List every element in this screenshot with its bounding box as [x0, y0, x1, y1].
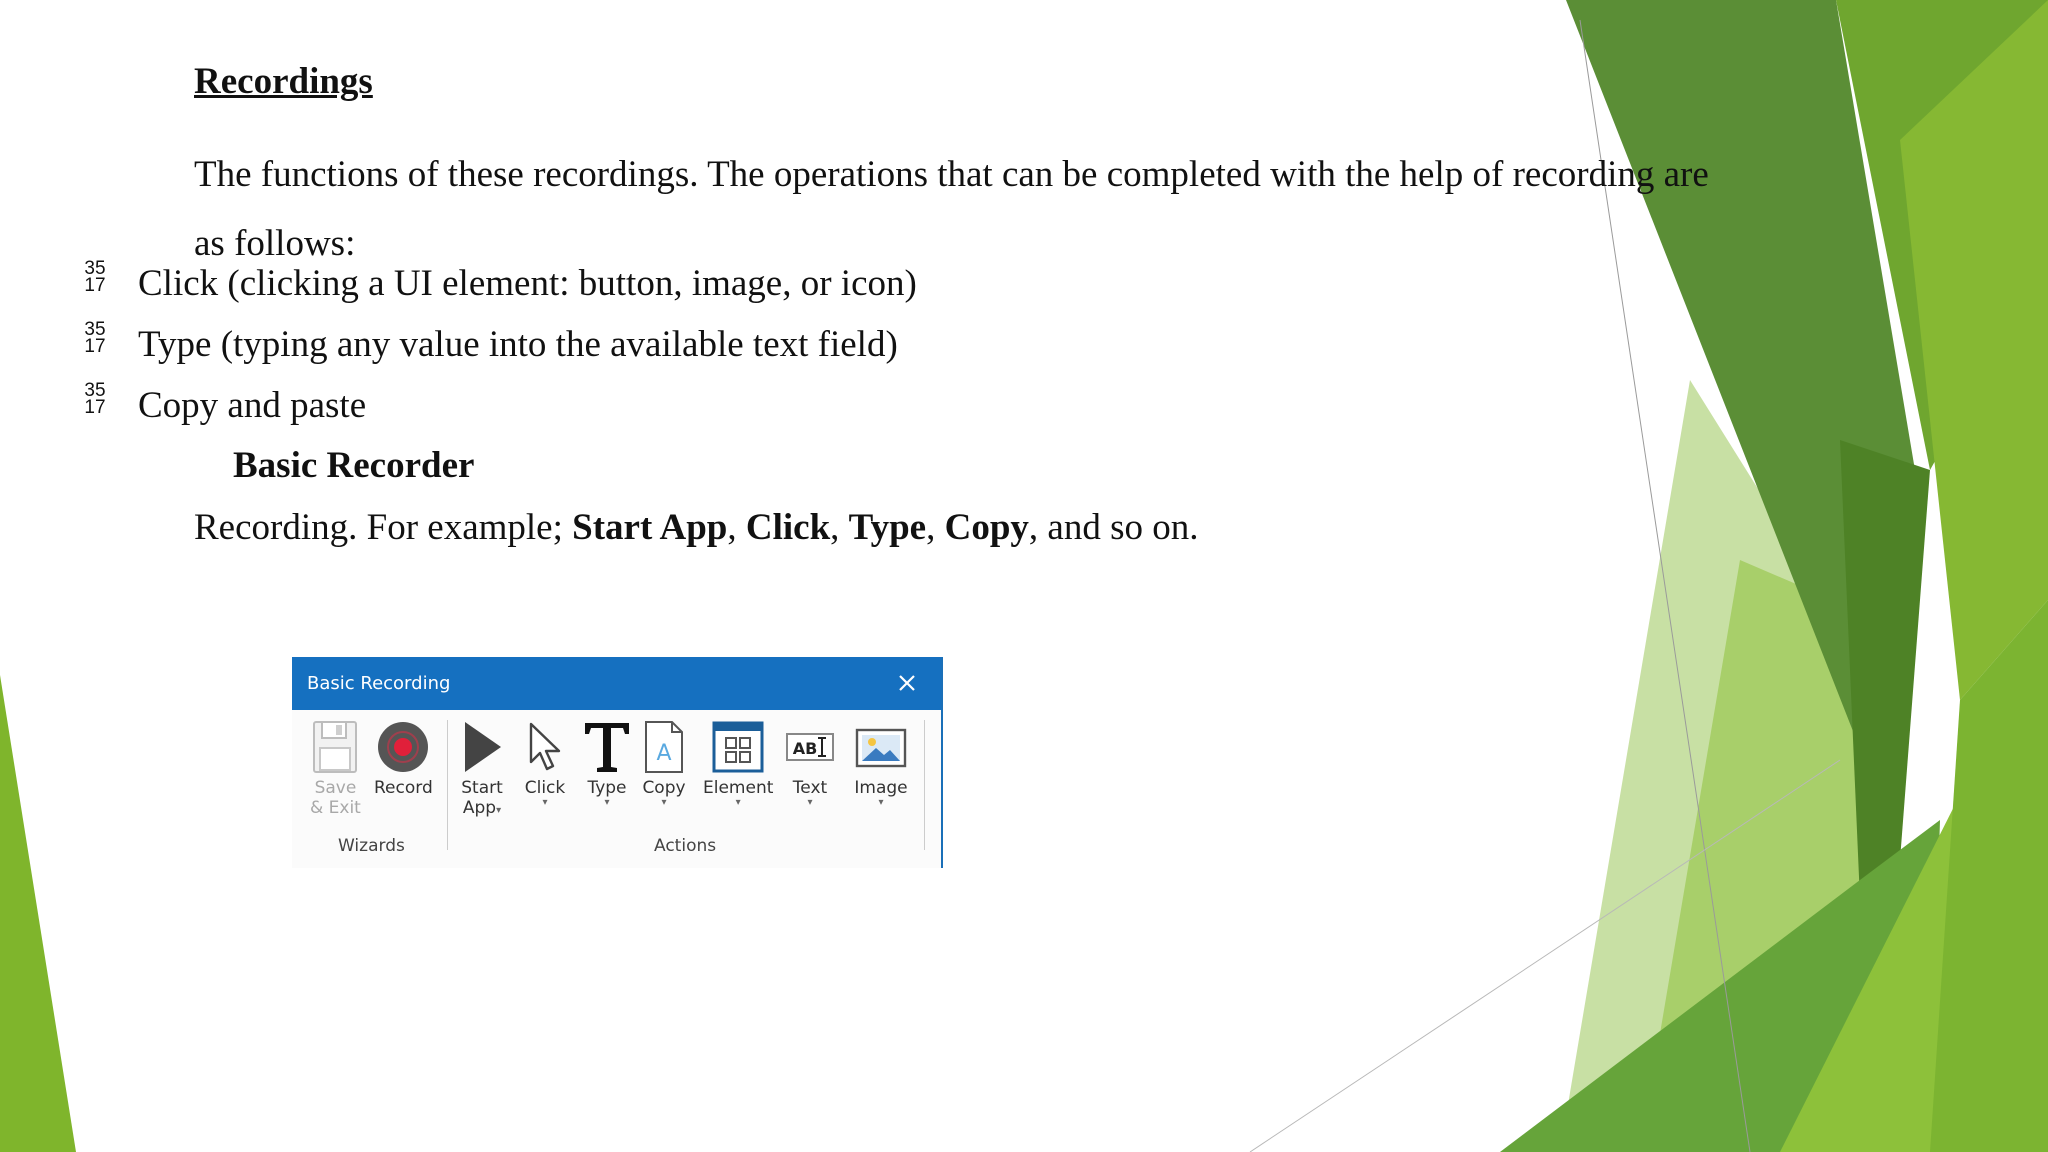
example-start-app: Start App [572, 507, 728, 548]
copy-button[interactable]: A Copy ▾ [642, 720, 686, 808]
basic-recording-window [292, 657, 943, 868]
list-item-text: Copy and paste [138, 385, 367, 426]
intro-paragraph: The functions of these recordings. The operations that can be completed with the help of recording are as follows: [194, 154, 1709, 264]
record-label: Record [374, 778, 433, 798]
example-click: Click [745, 507, 831, 548]
element-button[interactable]: Element ▾ [703, 720, 773, 808]
text-button[interactable]: AB Text ▾ [785, 720, 835, 808]
list-item [80, 380, 917, 445]
type-icon [582, 720, 632, 774]
image-button[interactable]: Image ▾ [854, 720, 908, 808]
section-heading: Recordings [194, 61, 373, 102]
bullet-marker: 35 17 [84, 380, 106, 418]
bullet-marker: 35 17 [84, 258, 106, 296]
svg-text:A: A [656, 741, 672, 766]
type-label: Type [587, 778, 627, 798]
example-type: Type [848, 507, 927, 548]
ribbon [292, 710, 941, 868]
save-icon [312, 720, 358, 774]
list-item [80, 258, 917, 323]
copy-label: Copy [642, 778, 686, 798]
text-label: Text [792, 778, 828, 798]
element-icon [711, 720, 765, 774]
list-item-text: Type (typing any value into the available text field) [138, 324, 898, 365]
click-button[interactable]: Click ▾ [523, 720, 567, 808]
element-label: Element [703, 778, 774, 798]
bullet-marker: 35 17 [84, 319, 106, 357]
window-title-bar [292, 657, 941, 710]
click-label: Click [524, 778, 566, 798]
window-title: Basic Recording [307, 673, 451, 694]
group-separator [447, 720, 448, 850]
list-item-text: Click (clicking a UI element: button, image, or icon) [138, 263, 917, 304]
image-label: Image [854, 778, 908, 798]
example-paragraph: Recording. For example; Start App, Click, Type, Copy, and so on. [194, 507, 1199, 548]
record-icon [376, 720, 430, 774]
subheading: Basic Recorder [233, 445, 475, 486]
copy-icon [642, 720, 686, 774]
operations-list [80, 258, 917, 445]
start-app-label: Start App▾ [461, 778, 503, 818]
start-app-button[interactable] [459, 720, 505, 818]
save-label: Save & Exit [310, 778, 361, 818]
type-button[interactable]: Type ▾ [582, 720, 632, 808]
image-icon [854, 720, 908, 774]
record-button[interactable] [374, 720, 433, 798]
example-copy: Copy [944, 507, 1029, 548]
cursor-icon [523, 720, 567, 774]
text-icon [785, 720, 835, 774]
save-exit-button[interactable] [310, 720, 361, 818]
wizards-group-label: Wizards [338, 836, 405, 856]
group-separator [924, 720, 925, 850]
play-icon [459, 720, 505, 774]
close-icon[interactable] [895, 671, 919, 695]
list-item [80, 319, 917, 384]
actions-group-label: Actions [654, 836, 717, 856]
svg-text:AB: AB [792, 739, 818, 758]
